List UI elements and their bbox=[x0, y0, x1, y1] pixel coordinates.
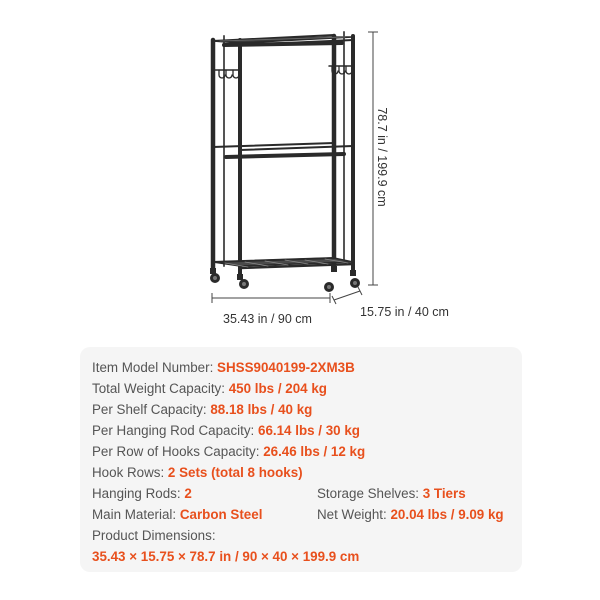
spec-value: 88.18 lbs / 40 kg bbox=[210, 402, 313, 417]
spec-value: 450 lbs / 204 kg bbox=[228, 381, 327, 396]
spec-label: Main Material: bbox=[92, 507, 177, 522]
spec-value: 3 Tiers bbox=[422, 486, 466, 501]
spec-per-shelf-capacity bbox=[92, 402, 312, 418]
spec-label: Per Shelf Capacity: bbox=[92, 402, 207, 417]
depth-dimension-label: 15.75 in / 40 cm bbox=[360, 305, 449, 319]
spec-label: Hanging Rods: bbox=[92, 486, 181, 501]
spec-value: SHSS9040199-2XM3B bbox=[217, 360, 355, 375]
spec-value: 20.04 lbs / 9.09 kg bbox=[390, 507, 504, 522]
spec-value: 66.14 lbs / 30 kg bbox=[258, 423, 360, 438]
spec-main-material bbox=[92, 507, 262, 523]
spec-per-rod-capacity bbox=[92, 423, 360, 439]
spec-value: 26.46 lbs / 12 kg bbox=[263, 444, 366, 459]
spec-value: 35.43 × 15.75 × 78.7 in / 90 × 40 × 199.9 cm bbox=[92, 549, 360, 564]
spec-label: Per Hanging Rod Capacity: bbox=[92, 423, 255, 438]
spec-hanging-rods bbox=[92, 486, 192, 502]
spec-label: Item Model Number: bbox=[92, 360, 214, 375]
spec-model-number bbox=[92, 360, 355, 376]
spec-label: Hook Rows: bbox=[92, 465, 165, 480]
spec-hook-rows bbox=[92, 465, 303, 481]
spec-total-weight-capacity bbox=[92, 381, 327, 397]
spec-label: Product Dimensions: bbox=[92, 528, 216, 543]
spec-product-dimensions-label bbox=[92, 528, 216, 544]
spec-label: Net Weight: bbox=[317, 507, 387, 522]
spec-value: 2 Sets (total 8 hooks) bbox=[167, 465, 303, 480]
spec-label: Per Row of Hooks Capacity: bbox=[92, 444, 260, 459]
spec-value: 2 bbox=[184, 486, 192, 501]
specifications-card bbox=[80, 347, 522, 572]
width-dimension-label: 35.43 in / 90 cm bbox=[223, 312, 312, 326]
spec-value: Carbon Steel bbox=[179, 507, 263, 522]
spec-product-dimensions-value bbox=[92, 549, 359, 565]
spec-label: Storage Shelves: bbox=[317, 486, 419, 501]
spec-per-hooks-capacity bbox=[92, 444, 365, 460]
spec-label: Total Weight Capacity: bbox=[92, 381, 225, 396]
spec-net-weight bbox=[317, 507, 504, 523]
height-dimension-label: 78.7 in / 199.9 cm bbox=[375, 107, 389, 207]
spec-storage-shelves bbox=[317, 486, 466, 502]
